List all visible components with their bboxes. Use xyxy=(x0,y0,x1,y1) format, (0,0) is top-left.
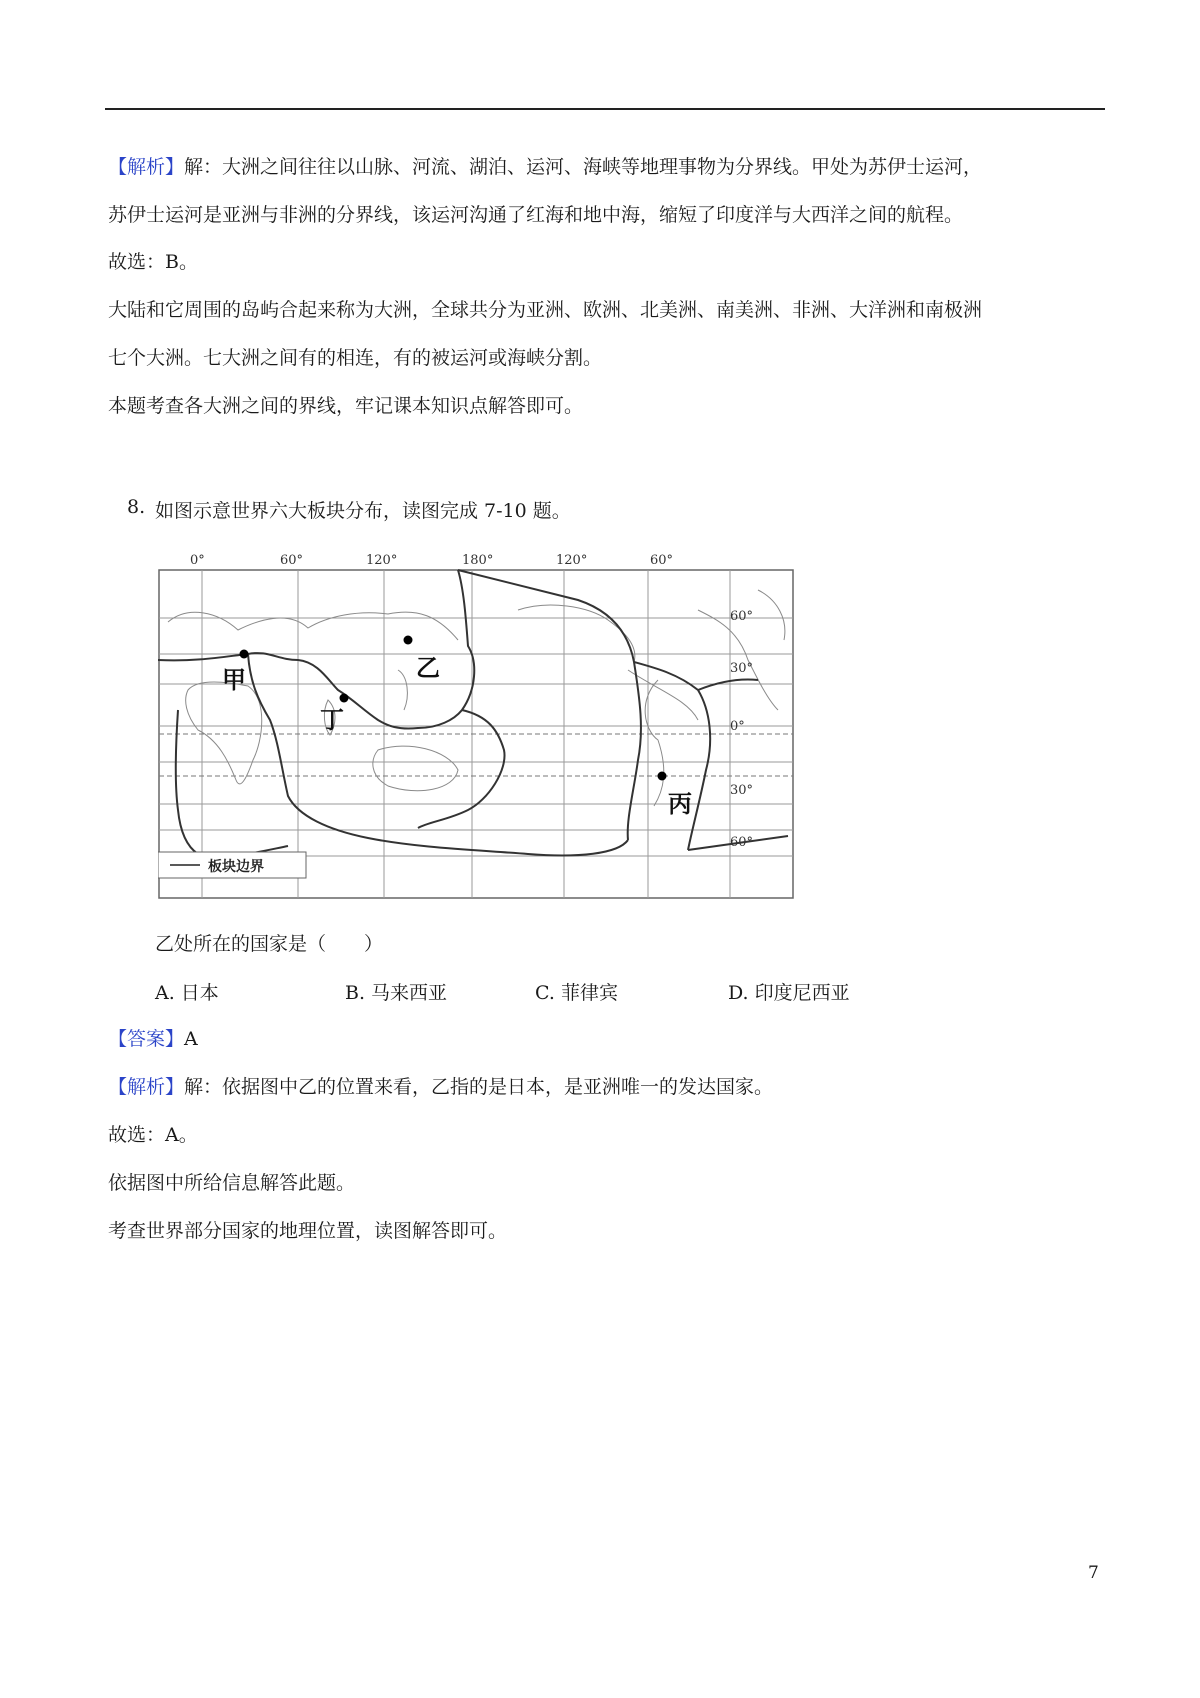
page-number: 7 xyxy=(1088,1563,1099,1583)
answer-line xyxy=(108,1027,198,1051)
map-lon-label: 180° xyxy=(462,553,494,568)
analysis-text: 解：大洲之间往往以山脉、河流、湖泊、运河、海峡等地理事物为分界线。甲处为苏伊士运河， xyxy=(184,156,983,178)
analysis-text-line: 苏伊士运河是亚洲与非洲的分界线，该运河沟通了红海和地中海，缩短了印度洋与大西洋之间的航程。 xyxy=(108,204,964,226)
plate-map xyxy=(158,550,830,900)
choice-line: 故选：B。 xyxy=(108,251,198,273)
map-lat-label: 0° xyxy=(730,719,745,734)
explanation-line: 大陆和它周围的岛屿合起来称为大洲，全球共分为亚洲、欧洲、北美洲、南美洲、非洲、大洋洲和南极洲 xyxy=(108,299,983,321)
explanation-line: 依据图中所给信息解答此题。 xyxy=(108,1172,356,1194)
option-a: A. 日本 xyxy=(155,982,219,1004)
map-lat-label: 60° xyxy=(730,609,754,624)
map-legend-label: 板块边界 xyxy=(208,859,264,875)
summary-line: 考查世界部分国家的地理位置，读图解答即可。 xyxy=(108,1220,508,1242)
option-d: D. 印度尼西亚 xyxy=(728,982,850,1004)
map-lon-label: 0° xyxy=(190,553,205,568)
option-c: C. 菲律宾 xyxy=(535,982,618,1004)
answer-tag: 【答案】 xyxy=(108,1028,185,1050)
map-lon-label: 120° xyxy=(366,553,398,568)
choice-line: 故选：A。 xyxy=(108,1124,198,1146)
analysis-text: 解：依据图中乙的位置来看，乙指的是日本，是亚洲唯一的发达国家。 xyxy=(184,1076,774,1098)
map-lat-label: 30° xyxy=(730,661,754,676)
map-lat-label: 60° xyxy=(730,835,754,850)
map-point-jia: 甲 xyxy=(222,666,246,694)
question-text: 如图示意世界六大板块分布，读图完成 7-10 题。 xyxy=(155,500,571,522)
map-point-ding: 丁 xyxy=(320,706,344,734)
map-lon-label: 60° xyxy=(650,553,674,568)
summary-line: 本题考查各大洲之间的界线，牢记课本知识点解答即可。 xyxy=(108,395,584,417)
answer-value: A xyxy=(184,1028,198,1050)
map-lon-label: 60° xyxy=(280,553,304,568)
map-point-yi: 乙 xyxy=(416,654,440,682)
analysis-paragraph-line xyxy=(108,1075,773,1099)
header-rule xyxy=(105,108,1105,110)
option-b: B. 马来西亚 xyxy=(345,982,448,1004)
question-number: 8. xyxy=(127,496,146,518)
map-lat-label: 30° xyxy=(730,783,754,798)
question-stem: 乙处所在的国家是（ ） xyxy=(155,933,384,955)
analysis-tag: 【解析】 xyxy=(108,156,185,178)
explanation-line: 七个大洲。七大洲之间有的相连，有的被运河或海峡分割。 xyxy=(108,347,603,369)
analysis-paragraph-line xyxy=(108,155,982,179)
map-lon-label: 120° xyxy=(556,553,588,568)
map-point-bing: 丙 xyxy=(668,790,692,818)
analysis-tag: 【解析】 xyxy=(108,1076,185,1098)
